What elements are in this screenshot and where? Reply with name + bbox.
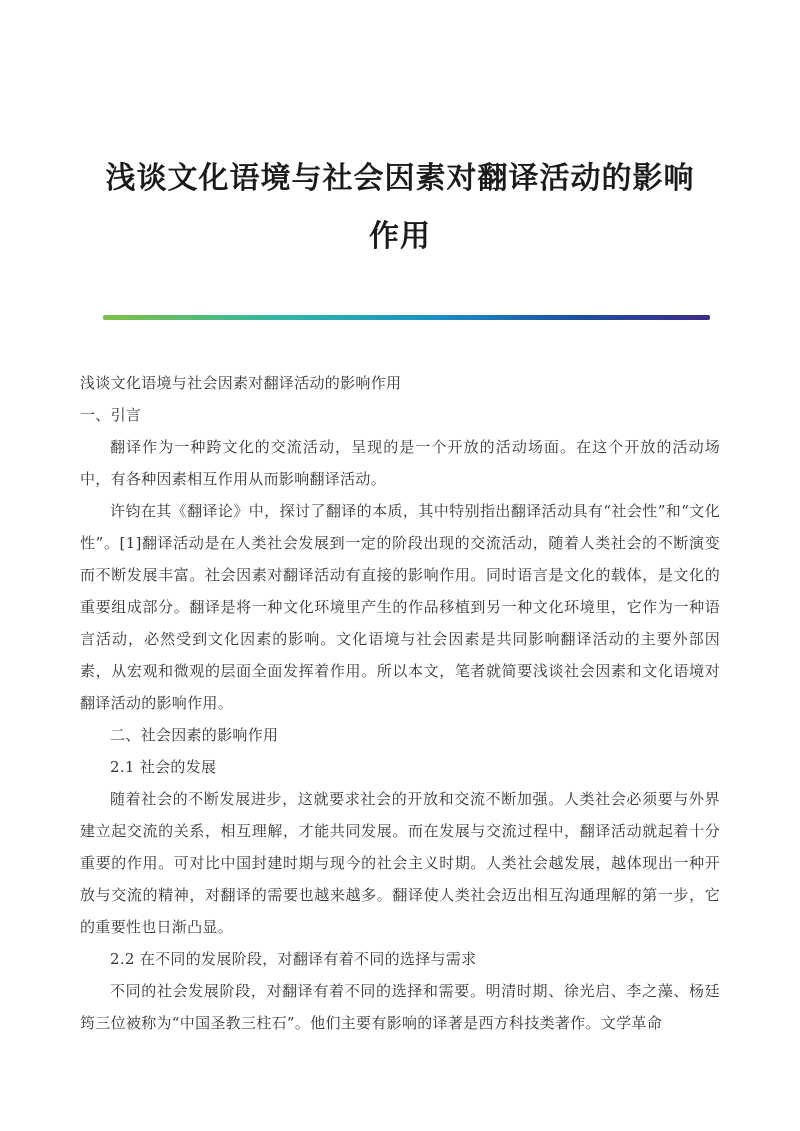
paragraph-1: 翻译作为一种跨文化的交流活动，呈现的是一个开放的活动场面。在这个开放的活动场中，有各种因素相互作用从而影响翻译活动。 — [80, 438, 720, 488]
section-heading-intro: 一、引言 — [80, 406, 142, 424]
title-line-1: 浅谈文化语境与社会因素对翻译活动的影响 — [105, 161, 695, 196]
paragraph-2: 许钧在其《翻译论》中，探讨了翻译的本质，其中特别指出翻译活动具有“社会性”和“文化性”。[1]翻译活动是在人类社会发展到一定的阶段出现的交流活动，随着人类社会的不断演变而不断发展丰富。社会因素对翻译活动有直接的影响作用。同时语言是文化的载体，是文化的重要组成部分。翻译是将一种文化环境里产生的作品移植到另一种文化环境里，它作为一种语言活动，必然受到文化因素的影响。文化语境与社会因素是共同影响翻译活动的主要外部因素，从宏观和微观的层面全面发挥着作用。所以本文，笔者就简要浅谈社会因素和文化语境对翻译活动的影响作用。 — [80, 502, 720, 712]
paragraph-3: 随着社会的不断发展进步，这就要求社会的开放和交流不断加强。人类社会必须要与外界建立起交流的关系，相互理解，才能共同发展。而在发展与交流过程中，翻译活动就起着十分重要的作用。可对比中国封建时期与现今的社会主义时期。人类社会越发展，越体现出一种开放与交流的精神，对翻译的需要也越来越多。翻译使人类社会迈出相互沟通理解的第一步，它的重要性也日渐凸显。 — [80, 790, 720, 936]
document-title — [80, 150, 720, 266]
section-heading-social: 二、社会因素的影响作用 — [110, 726, 279, 744]
paragraph-4: 不同的社会发展阶段，对翻译有着不同的选择和需要。明清时期、徐光启、李之藻、杨廷筠三位被称为“中国圣教三柱石”。他们主要有影响的译著是西方科技类著作。文学革命 — [80, 982, 720, 1032]
subsection-heading-2-1: 2.1 社会的发展 — [110, 758, 217, 776]
document-body — [80, 367, 720, 1039]
title-line-2: 作用 — [369, 219, 431, 254]
title-divider — [103, 315, 710, 320]
subtitle: 浅谈文化语境与社会因素对翻译活动的影响作用 — [80, 374, 402, 392]
subsection-heading-2-2: 2.2 在不同的发展阶段，对翻译有着不同的选择与需求 — [110, 950, 477, 968]
